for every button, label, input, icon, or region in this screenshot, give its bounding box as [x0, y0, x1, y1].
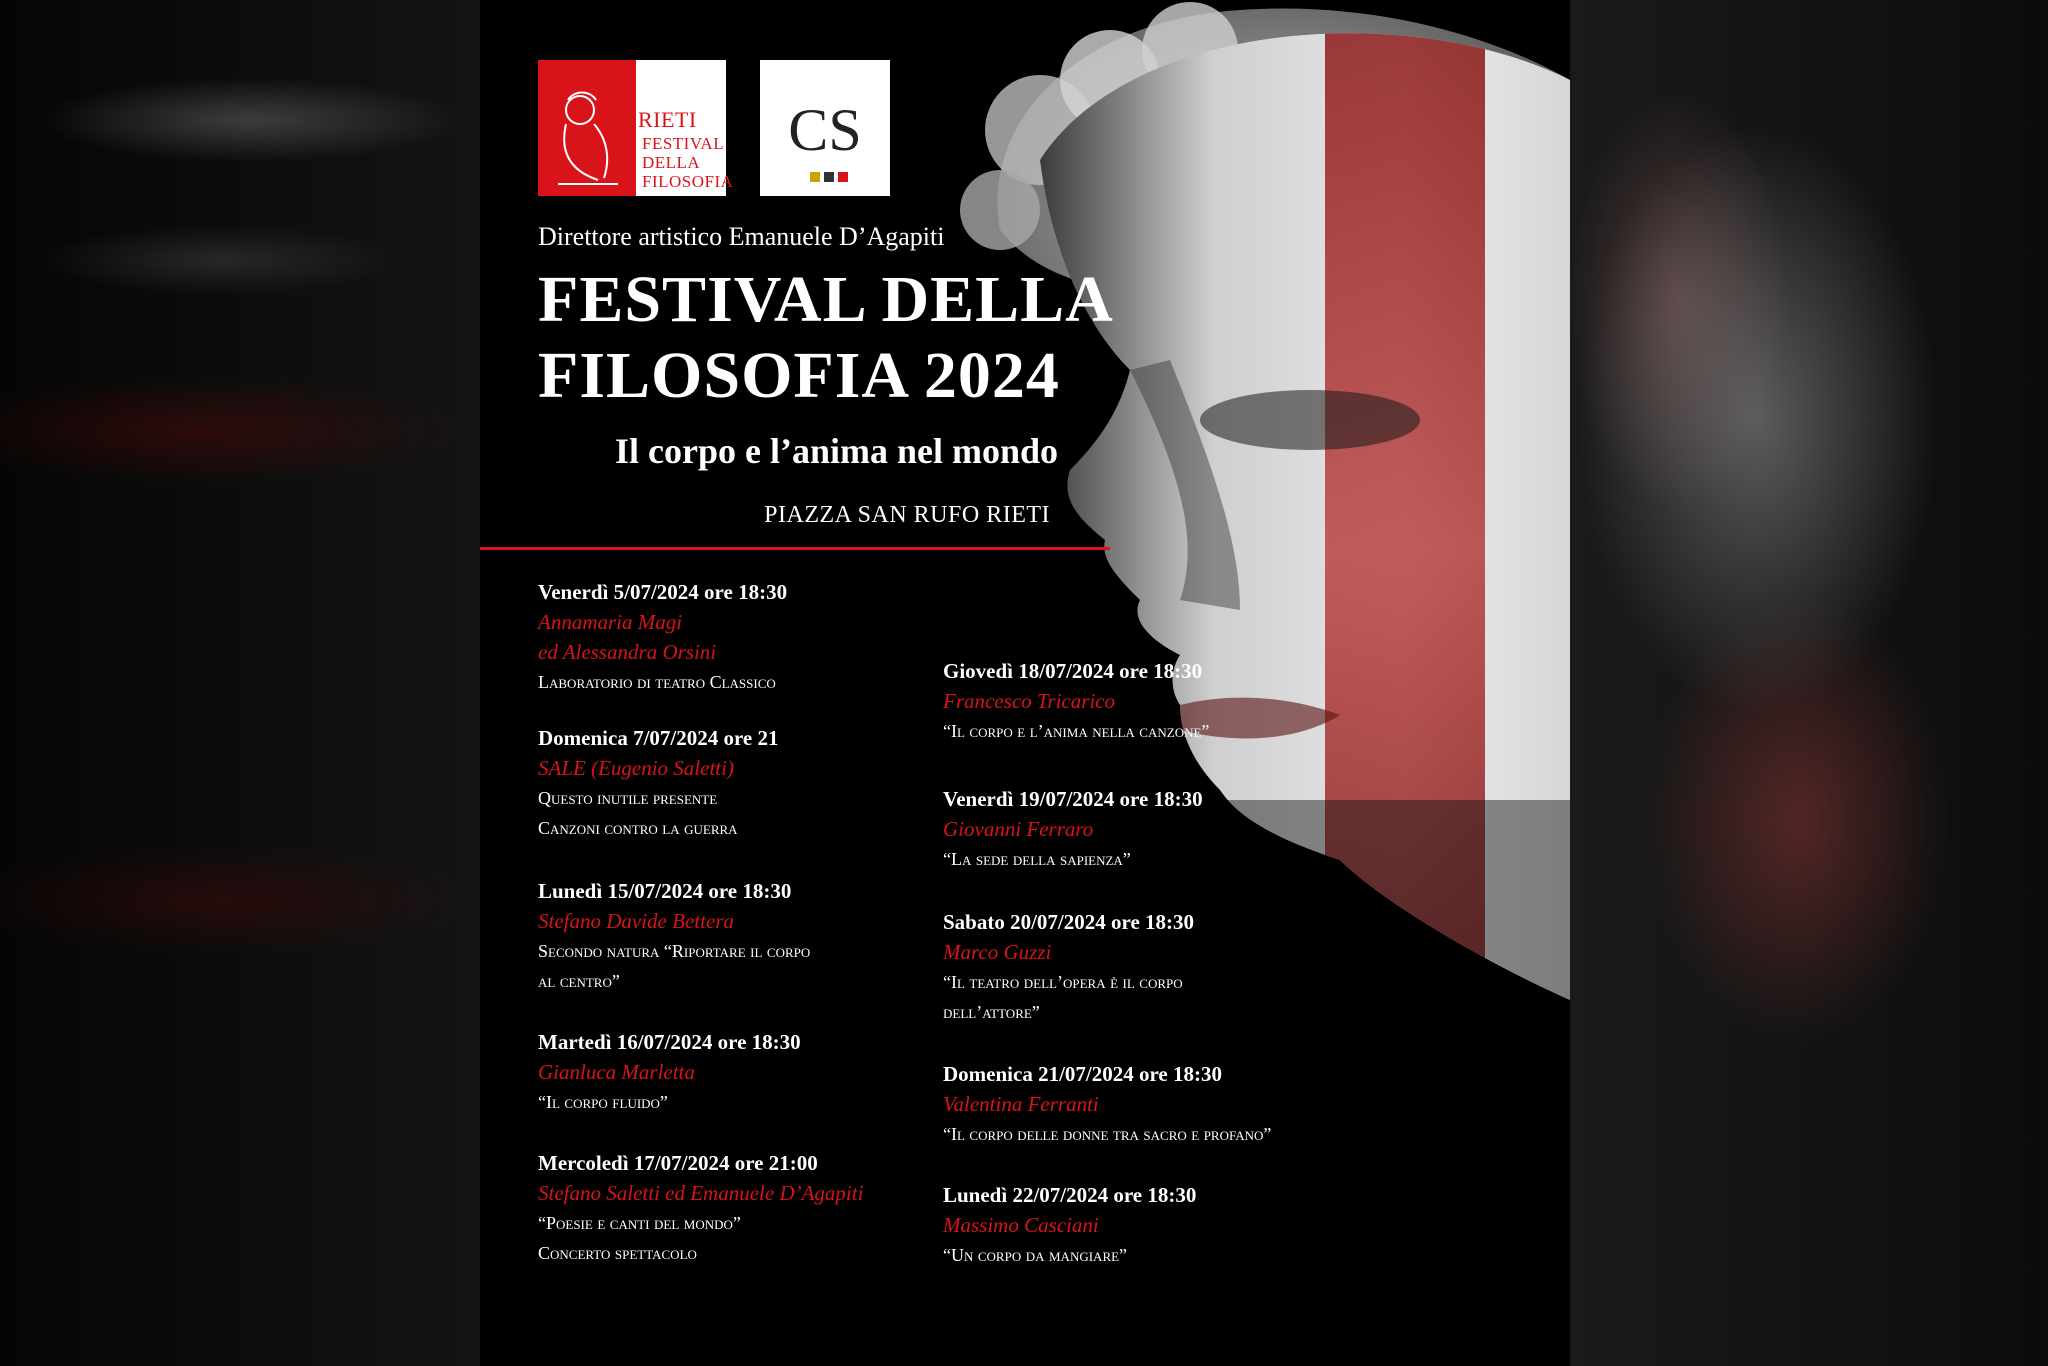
- event-date: Giovedì 18/07/2024 ore 18:30: [943, 659, 1203, 683]
- event-6: [943, 656, 1403, 746]
- event-1: [538, 577, 958, 697]
- logo-line-filosofia: FILOSOFIA: [642, 172, 734, 191]
- blurred-backdrop-right: [1568, 0, 2048, 1366]
- artistic-director: Direttore artistico Emanuele D’Agapiti: [538, 222, 945, 251]
- crest-icon: [760, 60, 890, 196]
- event-speaker: Stefano Saletti ed Emanuele D’Agapiti: [538, 1181, 864, 1205]
- event-description: “Il teatro dell’opera è il corpo: [943, 972, 1183, 992]
- event-date: Sabato 20/07/2024 ore 18:30: [943, 910, 1195, 934]
- title-line-1: FESTIVAL DELLA: [538, 263, 1114, 336]
- logo-line-festival: FESTIVAL: [642, 134, 725, 153]
- event-description: “Il corpo fluido”: [538, 1092, 668, 1112]
- festival-subtitle: Il corpo e l’anima nel mondo: [614, 431, 1058, 471]
- event-speaker: Valentina Ferranti: [943, 1092, 1099, 1116]
- event-7: [943, 784, 1403, 874]
- event-8: [943, 907, 1403, 1027]
- cs-logo: [760, 60, 890, 196]
- event-description: “Un corpo da mangiare”: [943, 1245, 1128, 1265]
- event-date: Domenica 7/07/2024 ore 21: [538, 726, 779, 750]
- event-description: al centro”: [538, 971, 620, 991]
- event-2: [538, 723, 958, 843]
- event-description: Secondo natura “Riportare il corpo: [538, 941, 811, 961]
- event-date: Lunedì 15/07/2024 ore 18:30: [538, 879, 792, 903]
- event-speaker: Marco Guzzi: [943, 940, 1052, 964]
- event-5: [538, 1148, 978, 1268]
- event-date: Lunedì 22/07/2024 ore 18:30: [943, 1183, 1197, 1207]
- event-description: Questo inutile presente: [538, 788, 718, 808]
- title-line-2: FILOSOFIA 2024: [538, 339, 1060, 412]
- logo-line-rieti: RIETI: [638, 107, 697, 132]
- rieti-festival-logo: [538, 60, 734, 196]
- event-description: “Il corpo delle donne tra sacro e profano”: [943, 1124, 1272, 1144]
- event-date: Venerdì 5/07/2024 ore 18:30: [538, 580, 788, 604]
- event-speaker: ed Alessandra Orsini: [538, 640, 717, 664]
- philosopher-sketch-icon: [538, 60, 634, 196]
- event-speaker: SALE (Eugenio Saletti): [538, 756, 734, 780]
- red-divider: [480, 547, 1110, 550]
- festival-poster: [480, 0, 1570, 1366]
- event-date: Domenica 21/07/2024 ore 18:30: [943, 1062, 1222, 1086]
- event-description: “Poesie e canti del mondo”: [538, 1213, 741, 1233]
- logo-line-della: DELLA: [642, 153, 701, 172]
- event-description: Laboratorio di teatro Classico: [538, 672, 776, 692]
- festival-title: [538, 262, 1138, 414]
- event-4: [538, 1027, 958, 1117]
- event-date: Mercoledì 17/07/2024 ore 21:00: [538, 1151, 818, 1175]
- event-3: [538, 876, 958, 996]
- event-speaker: Annamaria Magi: [538, 610, 683, 634]
- event-date: Venerdì 19/07/2024 ore 18:30: [943, 787, 1203, 811]
- event-speaker: Massimo Casciani: [943, 1213, 1099, 1237]
- blurred-backdrop-left: [0, 0, 480, 1366]
- event-10: [943, 1180, 1403, 1270]
- event-speaker: Gianluca Marletta: [538, 1060, 695, 1084]
- event-speaker: Stefano Davide Bettera: [538, 909, 734, 933]
- event-description: “La sede della sapienza”: [943, 849, 1131, 869]
- event-description: “Il corpo e l’anima nella canzone”: [943, 721, 1210, 741]
- event-description: Concerto spettacolo: [538, 1243, 697, 1263]
- event-description: Canzoni contro la guerra: [538, 818, 738, 838]
- event-9: [943, 1059, 1463, 1149]
- event-date: Martedì 16/07/2024 ore 18:30: [538, 1030, 801, 1054]
- event-speaker: Giovanni Ferraro: [943, 817, 1094, 841]
- cs-logo-glyph: CS: [788, 97, 862, 163]
- event-description: dell’attore”: [943, 1002, 1040, 1022]
- venue-location: PIAZZA SAN RUFO RIETI: [764, 502, 1050, 528]
- event-speaker: Francesco Tricarico: [943, 689, 1116, 713]
